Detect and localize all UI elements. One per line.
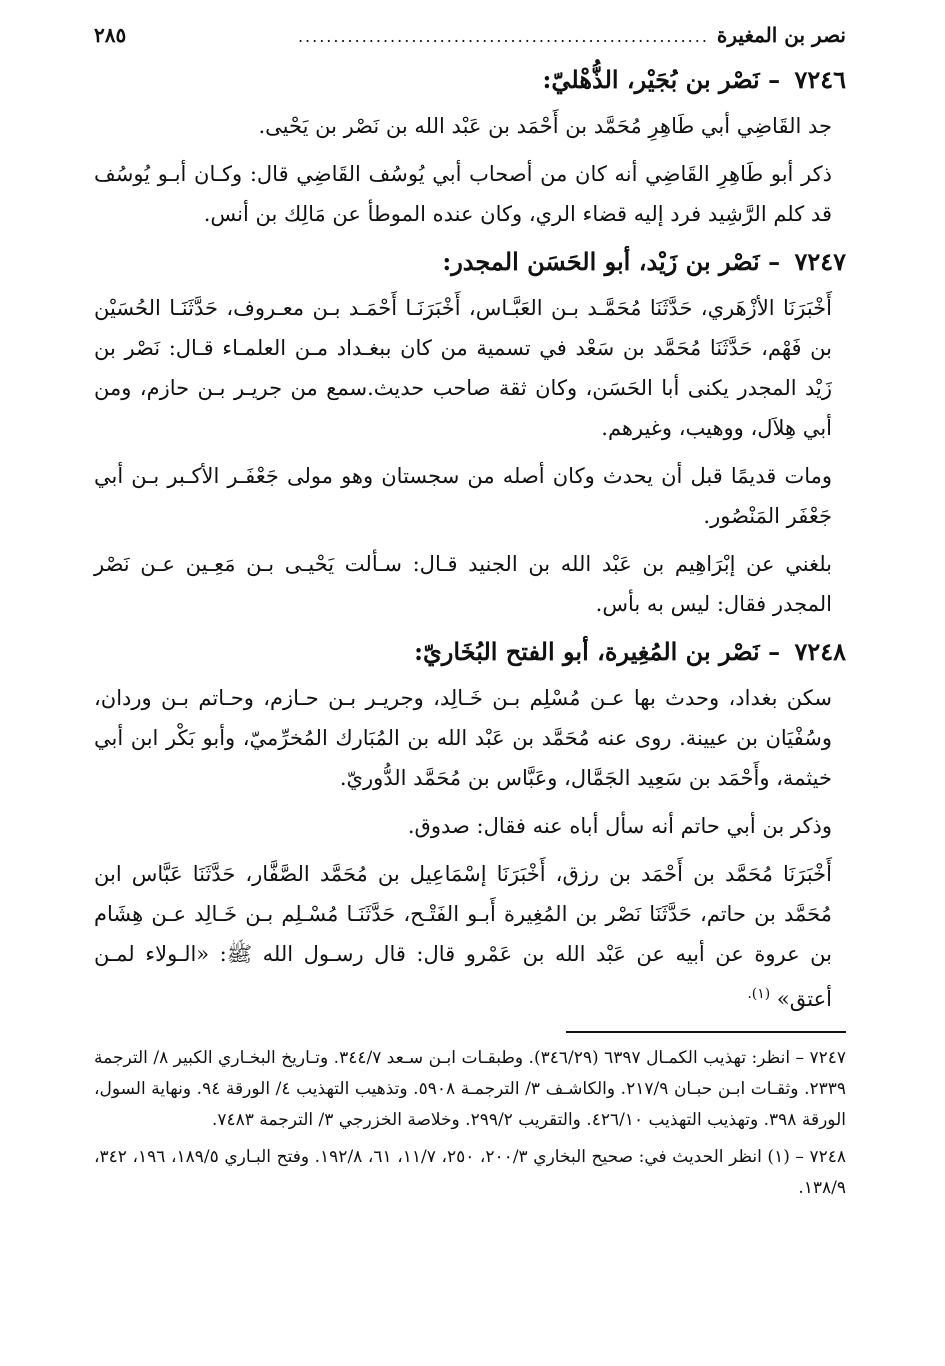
book-page: [94, 18, 846, 1210]
entry-number: ٧٢٤٦: [794, 65, 846, 94]
footnote-divider: [566, 1031, 846, 1033]
entry-title: – نَصْر بن المُغِيرة، أبو الفتح البُخَاريّ:: [414, 637, 781, 666]
entry-number: ٧٢٤٧: [794, 247, 846, 276]
biography-entry: [94, 632, 846, 1019]
footnote: ٧٢٤٨ – (١) انظر الحديث في: صحيح البخاري ٢٠٠/٣، ٢٥٠، ١١/٧، ٦١، ١٩٢/٨. وفتح البـاري ١٨٩/٥، ١٩٦، ٣٤٢، ١٣٨/٩.: [94, 1147, 847, 1198]
entry-paragraph: وذكر بن أبي حاتم أنه سأل أباه عنه فقال: صدوق.: [407, 814, 832, 838]
entry-paragraph: ذكر أبو طَاهِرِ القَاضِي أنه كان من أصحاب أبي يُوسُف القَاضِي قال: وكـان أبـو يُوسُف قد كلم الرَّشِيد فرد إليه قضاء الري، وكان عنده الموطأ عن مَالِك بن أنس.: [94, 162, 832, 226]
biography-entry: [94, 60, 846, 234]
entry-paragraph: سكن بغداد، وحدث بها عـن مُسْلِم بـن خَـالِد، وجريـر بـن حـازم، وحـاتم بـن وردان، وسُفْيَان بن عيينة. روى عنه مُحَمَّد بن عَبْد الله بن المُبَارك المُخرِّميّ، وأبو بَكْر ابن أبي خيثمة، وأَحْمَد بن سَعِيد الجَمَّال، وعَبَّاس بن مُحَمَّد الدُّوريّ.: [94, 686, 832, 790]
entry-number: ٧٢٤٨: [794, 637, 846, 666]
footnote: ٧٢٤٧ – انظر: تهذيب الكمـال ٦٣٩٧ (٣٤٦/٢٩). وطبقـات ابـن سـعد ٣٤٤/٧. وتـاريخ البخـاري الكبير ٨/ الترجمة ٢٣٣٩. وثقـات ابـن حبـان ٢١٧/٩. والكاشـف ٣/ الترجمـة ٥٩٠٨. وتذهيب التهذيب ٤/ الورقة ٩٤. ونهاية السول، الورقة ٣٩٨. وتهذيب التهذيب ٤٢٦/١٠. والتقريب ٢٩٩/٢. وخلاصة الخزرجي ٣/ الترجمة ٧٤٨٣.: [94, 1048, 847, 1130]
entry-title: – نَصْر بن بُجَيْر، الذُّهْليّ:: [542, 65, 781, 94]
entry-heading: [94, 632, 846, 672]
biography-entry: [94, 242, 846, 624]
hadith-text: أَخْبَرَنَا مُحَمَّد بن أَحْمَد بن رزق، أَخْبَرَنَا إسْمَاعِيل بن مُحَمَّد الصَّفَّار، حَدَّثَنَا عَبَّاس ابن مُحَمَّد بن حاتم، حَدَّثَنَا نَصْر بن المُغِيرة أَبـو الفَتْـح، حَدَّثَنَـا مُسْـلِم بـن خَـالِد عـن هِشَام بن عروة عن أبيه عن عَبْد الله بن عَمْرو قال: قال رسـول الله ﷺ: «الـولاء لمـن أعتق»: [94, 862, 832, 1011]
footnote-reference: (١).: [747, 986, 771, 1002]
entry-paragraph: بلغني عن إبْرَاهِيم بن عَبْد الله بن الجنيد قـال: سـألت يَحْيـى بـن مَعِـين عـن نَصْر المجدر فقال: ليس به بأس.: [94, 552, 832, 616]
running-header: [94, 18, 846, 52]
footnotes-section: [94, 1043, 846, 1204]
entry-heading: [94, 60, 846, 100]
entry-paragraph: ومات قديمًا قبل أن يحدث وكان أصله من سجستان وهو مولى جَعْفَـر الأكـبر بـن أبي جَعْفَر المَنْصُور.: [94, 464, 832, 528]
header-dot-leader: ..........................................................: [297, 27, 709, 46]
entry-paragraph: [94, 854, 846, 1019]
entry-heading: [94, 242, 846, 282]
entry-title: – نَصْر بن زَيْد، أبو الحَسَن المجدر:: [442, 247, 781, 276]
page-number: ٢٨٥: [94, 23, 127, 47]
entry-paragraph: جد القَاضِي أبي طَاهِرِ مُحَمَّد بن أَحْمَد بن عَبْد الله بن نَصْر بن يَحْيى.: [258, 114, 832, 138]
entry-paragraph: أَخْبَرَنَا الأزْهَري، حَدَّثَنَا مُحَمَّـد بـن العَبَّـاس، أَخْبَرَنَـا أَحْمَـد بـن معـروف، حَدَّثَنَـا الحُسَيْن بن فَهْم، حَدَّثَنَا مُحَمَّد بن سَعْد في تسمية من كان ببغـداد مـن العلمـاء قـال: نَصْر بن زَيْد المجدر يكنى أبا الحَسَن، وكان ثقة صاحب حديث.سمع من جريـر بـن حازم، ومن أبي هِلاَل، ووهيب، وغيرهم.: [94, 296, 832, 440]
running-title: نصر بن المغيرة: [716, 23, 846, 47]
